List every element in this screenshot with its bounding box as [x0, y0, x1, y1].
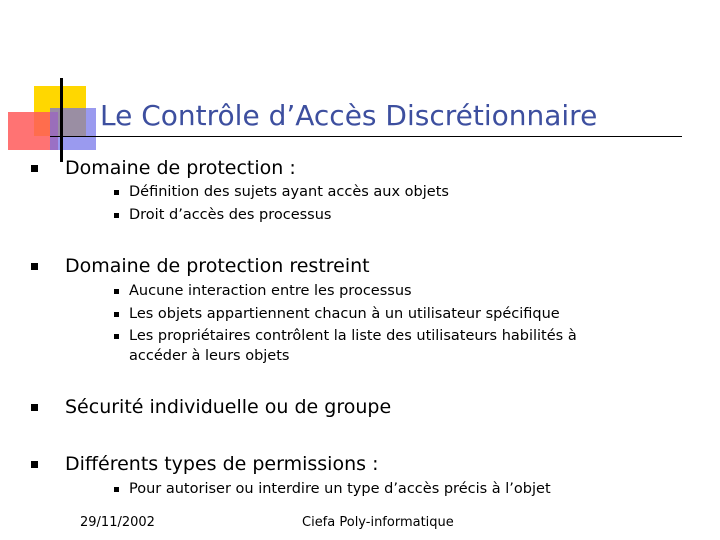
bullet-text: Différents types de permissions :: [65, 453, 379, 475]
square-bullet-icon: [31, 263, 38, 270]
sub-bullet: [129, 281, 412, 302]
sub-bullet: [129, 479, 551, 500]
bullet-text: Domaine de protection restreint: [65, 255, 370, 277]
bullet-text: Domaine de protection :: [65, 157, 296, 179]
square-bullet-icon: [114, 213, 119, 218]
sub-bullet-text: Aucune interaction entre les processus: [129, 283, 412, 299]
square-bullet-icon: [114, 289, 119, 294]
square-bullet-icon: [114, 190, 119, 195]
footer-date: 29/11/2002: [80, 515, 155, 530]
bullet-permissions: [65, 453, 378, 475]
square-bullet-icon: [114, 334, 119, 339]
square-bullet-icon: [31, 165, 38, 172]
bullet-domaine-protection: [65, 157, 296, 179]
sub-bullet: [129, 205, 331, 226]
square-bullet-icon: [114, 487, 119, 492]
sub-bullet: [129, 304, 560, 325]
sub-bullet: [129, 326, 577, 347]
slide-title: Le Contrôle d’Accès Discrétionnaire: [100, 99, 598, 132]
sub-bullet-text: Définition des sujets ayant accès aux objets: [129, 184, 449, 200]
bullet-domaine-restreint: [65, 255, 370, 277]
square-bullet-icon: [31, 404, 38, 411]
sub-bullet-text: accéder à leurs objets: [129, 348, 290, 364]
square-bullet-icon: [114, 312, 119, 317]
square-bullet-icon: [31, 461, 38, 468]
bullet-securite: [65, 396, 391, 418]
sub-bullet: [129, 182, 449, 203]
sub-bullet-text: Droit d’accès des processus: [129, 207, 332, 223]
sub-bullet-text: Pour autoriser ou interdire un type d’accès précis à l’objet: [129, 481, 551, 497]
bullet-text: Sécurité individuelle ou de groupe: [65, 396, 392, 418]
sub-bullet-text: Les propriétaires contrôlent la liste des utilisateurs habilités à: [129, 328, 577, 344]
sub-bullet-text: Les objets appartiennent chacun à un utilisateur spécifique: [129, 306, 560, 322]
footer-organization: Ciefa Poly-informatique: [302, 515, 454, 530]
sub-bullet-continuation: [129, 346, 289, 367]
